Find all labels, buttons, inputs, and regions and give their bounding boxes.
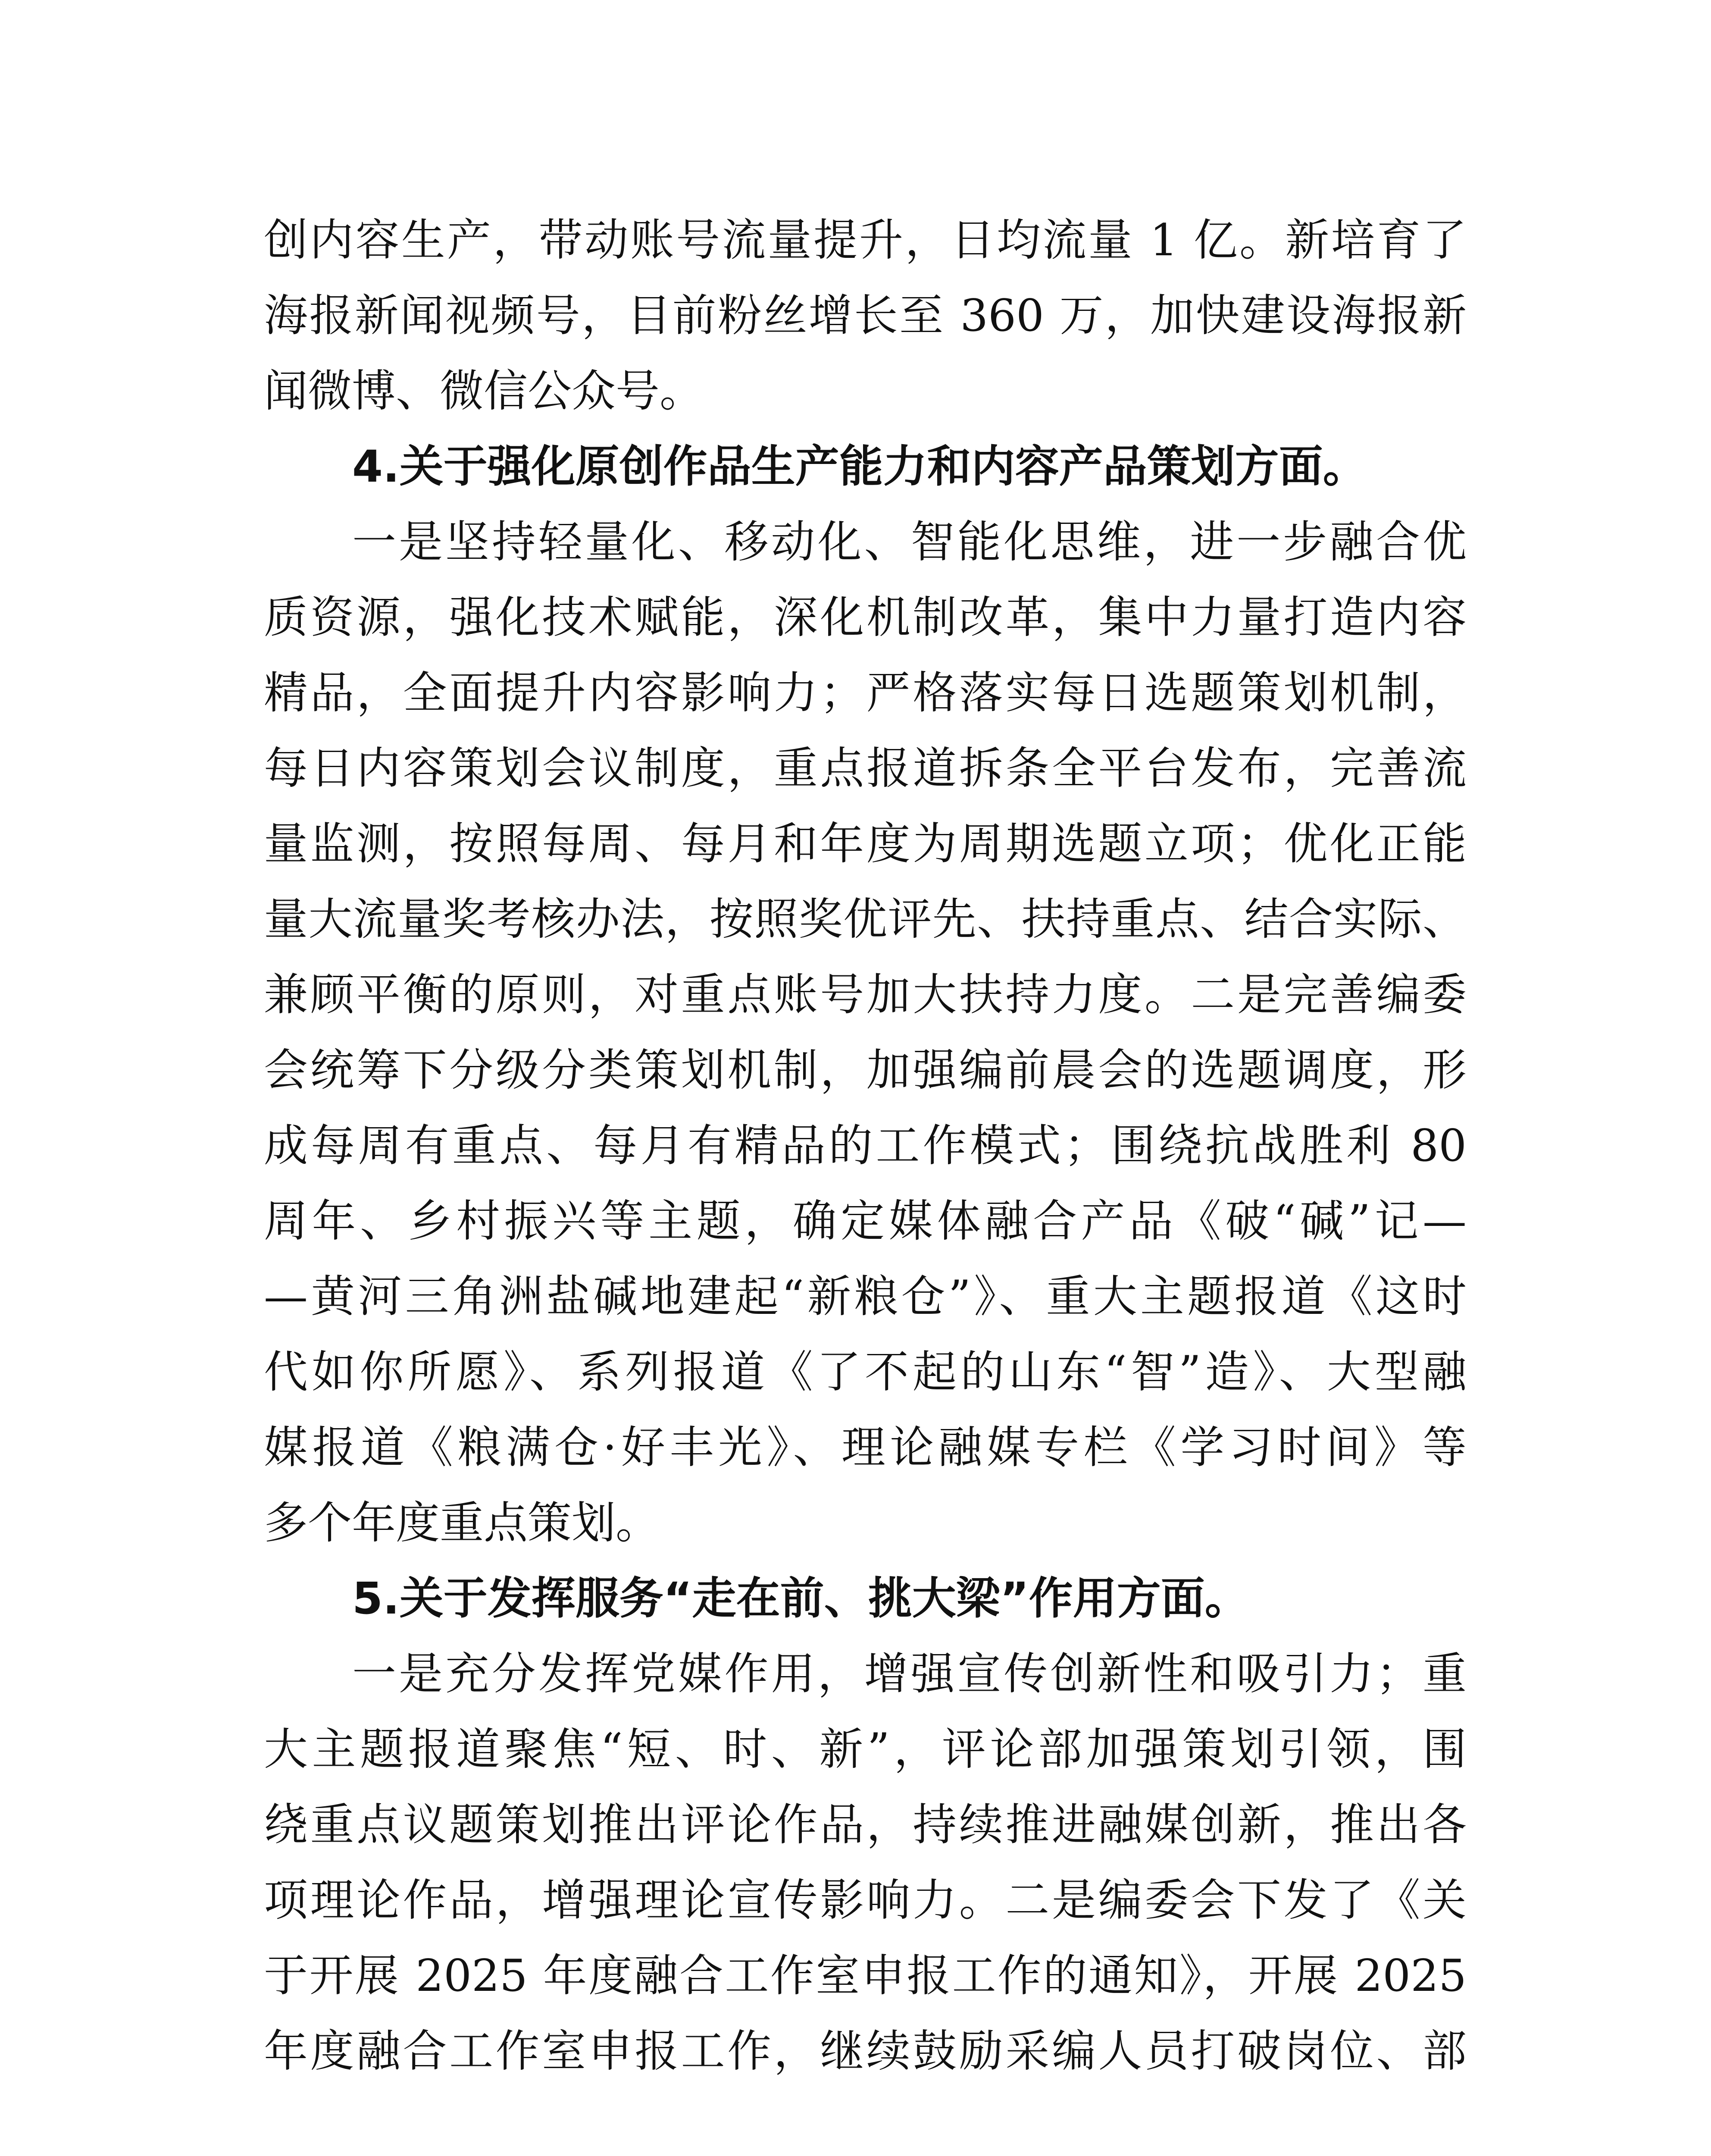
paragraph-first-line: 一是充分发挥党媒作用，增强宣传创新性和吸引力；重 xyxy=(352,1648,1467,1700)
text-line: 周年、乡村振兴等主题，确定媒体融合产品《破“碱”记— xyxy=(264,1196,1467,1247)
text-line: 多个年度重点策划。 xyxy=(264,1498,660,1549)
text-line: 会统筹下分级分类策划机制，加强编前晨会的选题调度，形 xyxy=(264,1045,1467,1096)
text-line: 项理论作品，增强理论宣传影响力。二是编委会下发了《关 xyxy=(264,1875,1467,1926)
text-line: 每日内容策划会议制度，重点报道拆条全平台发布，完善流 xyxy=(264,743,1467,794)
section-heading-4: 4.关于强化原创作品生产能力和内容产品策划方面。 xyxy=(352,441,1367,492)
section-heading-5: 5.关于发挥服务“走在前、挑大梁”作用方面。 xyxy=(352,1573,1249,1624)
text-line: 精品，全面提升内容影响力；严格落实每日选题策划机制， xyxy=(264,667,1467,719)
body-text xyxy=(264,203,1467,2089)
text-line: 创内容生产，带动账号流量提升，日均流量 1 亿。新培育了 xyxy=(264,215,1467,266)
text-line: 量监测，按照每周、每月和年度为周期选题立项；优化正能 xyxy=(264,818,1467,870)
text-line: 海报新闻视频号，目前粉丝增长至 360 万，加快建设海报新 xyxy=(264,290,1467,342)
text-line: 于开展 2025 年度融合工作室申报工作的通知》，开展 2025 xyxy=(264,1950,1467,2002)
text-line: 成每周有重点、每月有精品的工作模式；围绕抗战胜利 80 xyxy=(264,1120,1467,1172)
text-line: 闻微博、微信公众号。 xyxy=(264,366,704,417)
text-line: 代如你所愿》、系列报道《了不起的山东“智”造》、大型融 xyxy=(264,1347,1467,1398)
paragraph-first-line: 一是坚持轻量化、移动化、智能化思维，进一步融合优 xyxy=(352,517,1467,568)
text-line: 兼顾平衡的原则，对重点账号加大扶持力度。二是完善编委 xyxy=(264,969,1467,1021)
text-line: 量大流量奖考核办法，按照奖优评先、扶持重点、结合实际、 xyxy=(264,894,1467,945)
text-line: 质资源，强化技术赋能，深化机制改革，集中力量打造内容 xyxy=(264,592,1467,643)
text-line: —黄河三角洲盐碱地建起“新粮仓”》、重大主题报道《这时 xyxy=(264,1271,1467,1322)
text-line: 媒报道《粮满仓·好丰光》、理论融媒专栏《学习时间》等 xyxy=(264,1422,1467,1473)
text-line: 年度融合工作室申报工作，继续鼓励采编人员打破岗位、部 xyxy=(264,2026,1467,2077)
text-line: 大主题报道聚焦“短、时、新”，评论部加强策划引领，围 xyxy=(264,1724,1467,1775)
text-line: 绕重点议题策划推出评论作品，持续推进融媒创新，推出各 xyxy=(264,1799,1467,1851)
